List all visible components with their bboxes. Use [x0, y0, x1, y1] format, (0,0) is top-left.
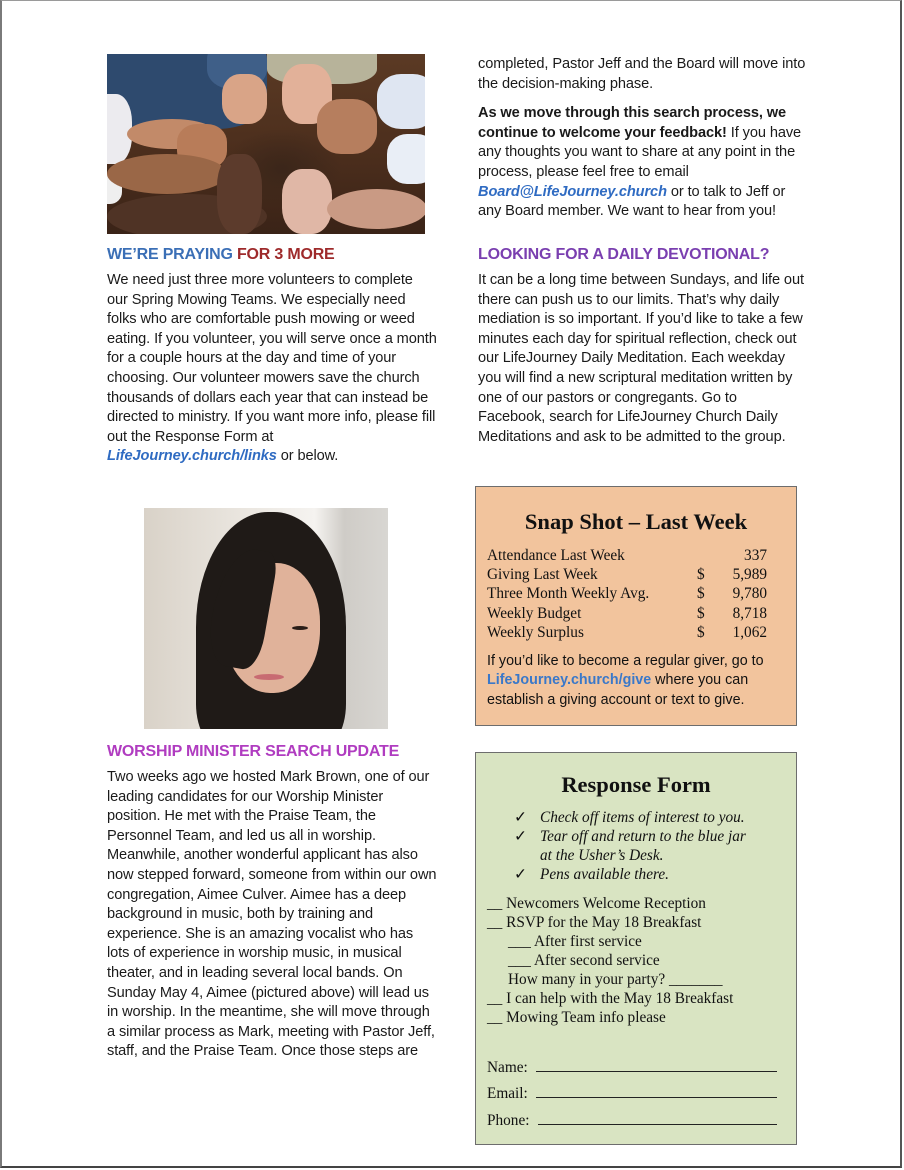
- snapshot-row: [487, 604, 777, 623]
- feedback-text: If you have any thoughts you want to share at any point in the process, please feel free to email: [478, 124, 802, 180]
- praying-section-body: [107, 271, 437, 467]
- option-blank[interactable]: ___: [508, 933, 534, 950]
- party-size-label: How many in your party? _______: [508, 971, 723, 988]
- checkmark-icon: ✓: [514, 866, 527, 883]
- snapshot-value: 9,780: [732, 585, 767, 603]
- snapshot-label: Weekly Surplus: [487, 623, 584, 641]
- response-form-title: Response Form: [561, 772, 711, 797]
- praying-hands-photo: [107, 54, 425, 234]
- worship-continued: [478, 55, 808, 222]
- snapshot-table: [487, 546, 777, 642]
- snapshot-value: 1,062: [732, 623, 767, 641]
- option-first-service[interactable]: [487, 932, 787, 951]
- option-blank[interactable]: __: [487, 990, 507, 1007]
- checkmark-icon: ✓: [514, 828, 527, 845]
- giving-note: [487, 652, 787, 710]
- snapshot-label: Attendance Last Week: [487, 547, 625, 564]
- instruction-text: Pens available there.: [540, 866, 669, 883]
- praying-section: [107, 245, 437, 467]
- response-form: [475, 752, 797, 1145]
- option-label: Newcomers Welcome Reception: [506, 895, 706, 912]
- option-blank[interactable]: __: [487, 1009, 507, 1026]
- party-size-field[interactable]: [487, 970, 787, 989]
- snapshot-title: Snap Shot – Last Week: [524, 509, 748, 534]
- portrait-photo: [144, 508, 388, 729]
- worship-continued-text: completed, Pastor Jeff and the Board will move into the decision-making phase.: [478, 56, 806, 92]
- praying-body-text: We need just three more volunteers to complete our Spring Mowing Teams. We especially need folks who are comfortable push mowing or weed eating. If you volunteer, you will serve once a month for a couple hours at the day and time of your choosing. Our volunteer mowers save the church thousands of dollars each year that can instead be directed to ministry. If you want more info, please fill out the Response Form at: [107, 272, 437, 445]
- snapshot-row: [487, 584, 777, 603]
- name-label: Name:: [487, 1058, 528, 1076]
- option-mowing-team[interactable]: [487, 1008, 787, 1027]
- snapshot-currency: $: [697, 623, 705, 641]
- giving-note-end: where you can establish a giving account or text to give.: [487, 672, 749, 708]
- snapshot-box: [475, 486, 797, 726]
- board-email-link[interactable]: Board@LifeJourney.church: [478, 183, 667, 200]
- checkmark-icon: ✓: [514, 809, 527, 826]
- name-input-line[interactable]: [536, 1071, 777, 1072]
- worship-section-title: WORSHIP MINISTER SEARCH UPDATE: [107, 743, 400, 760]
- contact-fields: [487, 1050, 787, 1130]
- response-options: [487, 894, 787, 1027]
- devotional-section: [478, 245, 808, 447]
- name-field[interactable]: [487, 1050, 787, 1077]
- instruction-text: Tear off and return to the blue jar at the Usher’s Desk.: [540, 828, 746, 864]
- snapshot-value: 5,989: [732, 566, 767, 584]
- snapshot-label: Three Month Weekly Avg.: [487, 585, 650, 603]
- phone-label: Phone:: [487, 1111, 530, 1129]
- email-label: Email:: [487, 1085, 528, 1102]
- feedback-paragraph: [478, 104, 808, 222]
- instruction-text: Check off items of interest to you.: [540, 809, 745, 826]
- option-blank[interactable]: __: [487, 895, 507, 912]
- praying-section-title: [107, 245, 437, 265]
- feedback-text-end: or to talk to Jeff or any Board member. We want to hear from you!: [478, 183, 786, 220]
- snapshot-row: [487, 546, 777, 565]
- option-label: After first service: [533, 933, 642, 950]
- feedback-bold-lead: As we move through this search process, we continue to welcome your feedback!: [478, 105, 787, 141]
- option-label: Mowing Team info please: [506, 1009, 666, 1026]
- option-newcomers[interactable]: [487, 894, 787, 913]
- email-input-line[interactable]: [536, 1097, 777, 1098]
- instruction-item: [514, 865, 784, 884]
- snapshot-row: [487, 623, 777, 642]
- praying-body-end: or below.: [276, 448, 339, 465]
- snapshot-value: 337: [744, 547, 767, 564]
- snapshot-currency: $: [697, 604, 705, 622]
- give-page-link[interactable]: LifeJourney.church/give: [487, 672, 652, 689]
- snapshot-label: Weekly Budget: [487, 604, 582, 622]
- snapshot-label: Giving Last Week: [487, 566, 598, 584]
- phone-field[interactable]: [487, 1103, 787, 1130]
- snapshot-currency: $: [697, 566, 705, 584]
- devotional-section-title: LOOKING FOR A DAILY DEVOTIONAL?: [478, 246, 770, 263]
- snapshot-currency: $: [697, 585, 705, 603]
- email-field[interactable]: [487, 1077, 787, 1104]
- instruction-item: [514, 827, 784, 865]
- worship-section: [107, 742, 437, 1062]
- praying-title-blue: WE’RE PRAYING: [107, 246, 237, 263]
- devotional-section-body: It can be a long time between Sundays, and life out there can push us to our limits. That’s why daily mediation is so important. If you’d like to take a few minutes each day for spiritual reflection, check out our LifeJourney Daily Meditation. Each weekday you will find a new scriptural meditation written by one of our pastors or congregants. Go to Facebook, search for LifeJourney Church Daily Meditations and ask to be admitted to the group.: [478, 272, 804, 445]
- option-rsvp-breakfast[interactable]: [487, 913, 787, 932]
- option-label: RSVP for the May 18 Breakfast: [506, 914, 702, 931]
- phone-input-line[interactable]: [538, 1124, 778, 1125]
- worship-section-body: Two weeks ago we hosted Mark Brown, one of our leading candidates for our Worship Minister position. He met with the Praise Team, the Personnel Team, and led us all in worship. Meanwhile, another wonderful applicant has also now stepped forward, someone from within our own congregation, Aimee Culver. Aimee has a deep background in music, both by training and experience. She is an amazing vocalist who has lots of experience in worship music, in musical theater, and in leading several local bands. On Sunday May 4, Aimee (pictured above) will lead us in worship. In the meantime, she will move through a similar process as Mark, meeting with Pastor Jeff, staff, and the Praise Team. Once those steps are: [107, 769, 437, 1060]
- option-label: After second service: [533, 952, 660, 969]
- option-second-service[interactable]: [487, 951, 787, 970]
- praying-title-red: FOR 3 MORE: [236, 246, 335, 263]
- response-instructions: [514, 808, 784, 884]
- snapshot-row: [487, 565, 777, 584]
- option-label: I can help with the May 18 Breakfast: [506, 990, 734, 1007]
- instruction-item: [514, 808, 784, 827]
- snapshot-value: 8,718: [732, 604, 767, 622]
- option-blank[interactable]: ___: [508, 952, 534, 969]
- links-page-link[interactable]: LifeJourney.church/links: [107, 448, 277, 465]
- giving-note-text: If you’d like to become a regular giver, go to: [487, 653, 764, 669]
- option-blank[interactable]: __: [487, 914, 507, 931]
- snapshot-currency: [697, 546, 717, 565]
- option-help-breakfast[interactable]: [487, 989, 787, 1008]
